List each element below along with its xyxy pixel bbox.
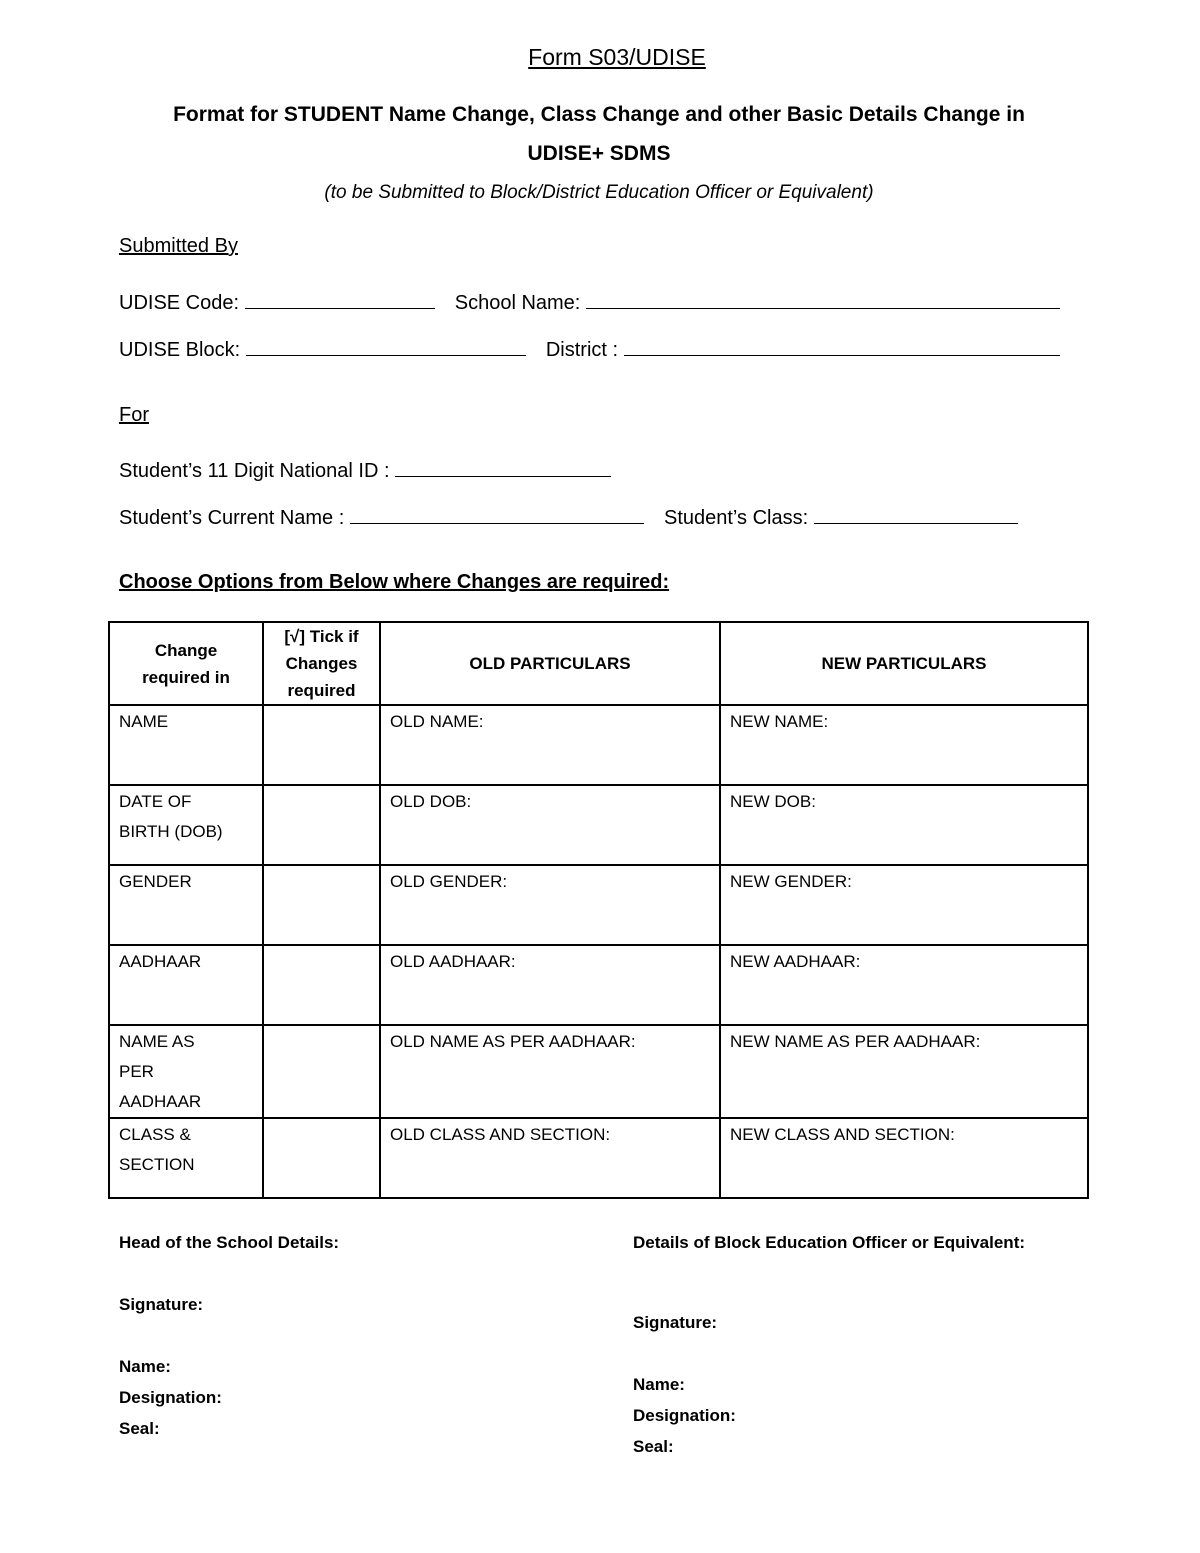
header-old-particulars: OLD PARTICULARS xyxy=(380,622,720,705)
row-tick-cell[interactable] xyxy=(263,865,380,945)
table-row xyxy=(109,785,1088,865)
table-row xyxy=(109,945,1088,1025)
row-field-name: NAME AS PER AADHAAR xyxy=(109,1025,263,1118)
row-tick-cell[interactable] xyxy=(263,945,380,1025)
district-field[interactable] xyxy=(624,337,1060,356)
row-field-name: NAME xyxy=(109,705,263,785)
row-old-cell[interactable]: OLD DOB: xyxy=(380,785,720,865)
udise-code-label: UDISE Code: xyxy=(119,292,240,314)
udise-block-label: UDISE Block: xyxy=(119,339,241,361)
table-row xyxy=(109,865,1088,945)
udise-block-row xyxy=(119,337,1060,362)
udise-code-row xyxy=(119,290,1060,315)
row-tick-cell[interactable] xyxy=(263,785,380,865)
header-tick: [√] Tick if Changes required xyxy=(263,622,380,705)
officer-signature-label: Signature: xyxy=(633,1313,718,1332)
table-row xyxy=(109,1118,1088,1198)
row-new-cell[interactable]: NEW NAME: xyxy=(720,705,1088,785)
form-title-line-2: UDISE+ SDMS xyxy=(527,142,671,165)
row-new-cell[interactable]: NEW AADHAAR: xyxy=(720,945,1088,1025)
student-name-class-row xyxy=(119,505,1018,530)
head-seal-label: Seal: xyxy=(119,1419,160,1438)
officer-designation-label: Designation: xyxy=(633,1406,736,1425)
changes-table xyxy=(108,621,1089,1199)
row-tick-cell[interactable] xyxy=(263,1118,380,1198)
row-tick-cell[interactable] xyxy=(263,1025,380,1118)
row-old-cell[interactable]: OLD NAME AS PER AADHAAR: xyxy=(380,1025,720,1118)
school-name-field[interactable] xyxy=(586,290,1060,309)
head-signature-label: Signature: xyxy=(119,1295,204,1314)
row-new-cell[interactable]: NEW GENDER: xyxy=(720,865,1088,945)
row-old-cell[interactable]: OLD AADHAAR: xyxy=(380,945,720,1025)
district-label: District : xyxy=(545,339,619,361)
header-new-particulars: NEW PARTICULARS xyxy=(720,622,1088,705)
national-id-row xyxy=(119,458,611,483)
udise-block-field[interactable] xyxy=(246,337,526,356)
student-class-field[interactable] xyxy=(814,505,1018,524)
udise-code-field[interactable] xyxy=(245,290,435,309)
options-heading: Choose Options from Below where Changes are required: xyxy=(119,571,670,593)
form-id: Form S03/UDISE xyxy=(528,44,706,70)
for-heading: For xyxy=(119,404,149,426)
form-title-line-1: Format for STUDENT Name Change, Class Change and other Basic Details Change in xyxy=(173,103,1025,126)
student-class-label: Student’s Class: xyxy=(663,507,809,529)
row-tick-cell[interactable] xyxy=(263,705,380,785)
national-id-label: Student’s 11 Digit National ID : xyxy=(119,460,390,482)
row-field-name: DATE OF BIRTH (DOB) xyxy=(109,785,263,865)
current-name-label: Student’s Current Name : xyxy=(119,507,345,529)
table-row xyxy=(109,1025,1088,1118)
row-old-cell[interactable]: OLD GENDER: xyxy=(380,865,720,945)
submitted-by-heading: Submitted By xyxy=(119,235,238,257)
row-old-cell[interactable]: OLD NAME: xyxy=(380,705,720,785)
row-old-cell[interactable]: OLD CLASS AND SECTION: xyxy=(380,1118,720,1198)
head-name-label: Name: xyxy=(119,1357,171,1376)
row-field-name: AADHAAR xyxy=(109,945,263,1025)
header-change-required-in: Change required in xyxy=(109,622,263,705)
row-field-name: GENDER xyxy=(109,865,263,945)
block-officer-heading: Details of Block Education Officer or Equivalent: xyxy=(633,1233,1026,1252)
table-row xyxy=(109,705,1088,785)
head-designation-label: Designation: xyxy=(119,1388,222,1407)
table-header-row xyxy=(109,622,1088,705)
officer-seal-label: Seal: xyxy=(633,1437,674,1456)
national-id-field[interactable] xyxy=(395,458,611,477)
row-new-cell[interactable]: NEW CLASS AND SECTION: xyxy=(720,1118,1088,1198)
row-new-cell[interactable]: NEW NAME AS PER AADHAAR: xyxy=(720,1025,1088,1118)
row-field-name: CLASS & SECTION xyxy=(109,1118,263,1198)
officer-name-label: Name: xyxy=(633,1375,685,1394)
school-name-label: School Name: xyxy=(454,292,581,314)
current-name-field[interactable] xyxy=(350,505,644,524)
form-subtitle: (to be Submitted to Block/District Education Officer or Equivalent) xyxy=(324,182,874,203)
row-new-cell[interactable]: NEW DOB: xyxy=(720,785,1088,865)
head-of-school-heading: Head of the School Details: xyxy=(119,1233,340,1252)
